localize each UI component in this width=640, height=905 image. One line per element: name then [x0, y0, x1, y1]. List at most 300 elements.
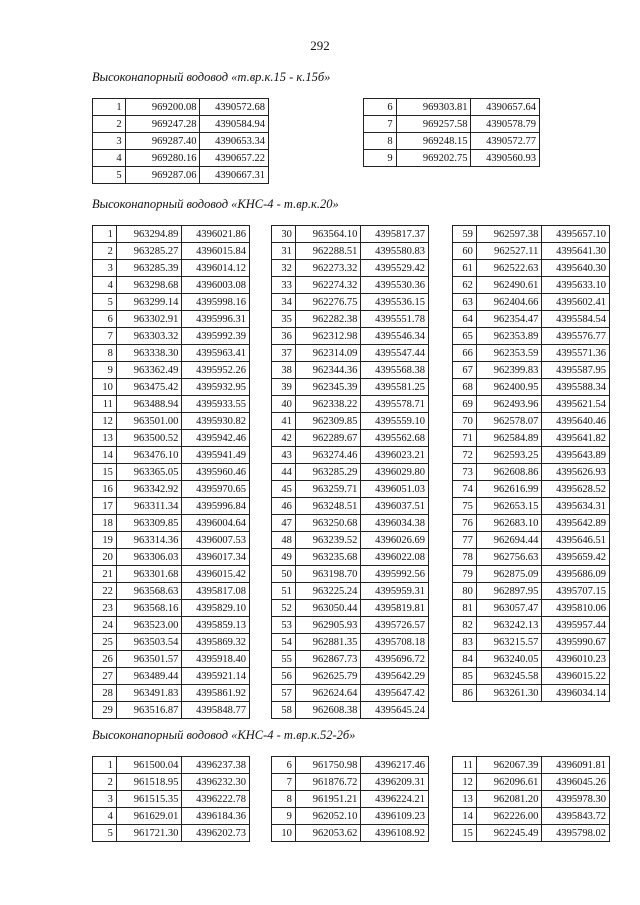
table-row	[272, 600, 429, 617]
x-coordinate-cell: 963215.57	[476, 634, 542, 651]
y-coordinate-cell: 4396010.23	[542, 651, 610, 668]
point-number-cell: 29	[93, 702, 117, 719]
y-coordinate-cell: 4390667.31	[200, 167, 269, 184]
table-row	[272, 532, 429, 549]
table-row	[272, 668, 429, 685]
table-row	[93, 481, 250, 498]
table-row	[93, 396, 250, 413]
x-coordinate-cell: 962897.95	[476, 583, 542, 600]
table-row	[93, 634, 250, 651]
y-coordinate-cell: 4395642.89	[542, 515, 610, 532]
point-number-cell: 16	[93, 481, 117, 498]
x-coordinate-cell: 962608.86	[476, 464, 542, 481]
point-number-cell: 15	[453, 825, 477, 842]
x-coordinate-cell: 963365.05	[116, 464, 182, 481]
x-coordinate-cell: 963050.44	[295, 600, 361, 617]
table-row	[272, 260, 429, 277]
y-coordinate-cell: 4395960.46	[182, 464, 250, 481]
table-row	[272, 808, 429, 825]
x-coordinate-cell: 963476.10	[116, 447, 182, 464]
table-row	[272, 481, 429, 498]
table-row	[453, 260, 610, 277]
point-number-cell: 42	[272, 430, 296, 447]
x-coordinate-cell: 962756.63	[476, 549, 542, 566]
x-coordinate-cell: 962053.62	[295, 825, 361, 842]
y-coordinate-cell: 4390572.68	[200, 99, 269, 116]
x-coordinate-cell: 963250.68	[295, 515, 361, 532]
y-coordinate-cell: 4396232.30	[182, 774, 250, 791]
point-number-cell: 5	[93, 167, 126, 184]
y-coordinate-cell: 4395848.77	[182, 702, 250, 719]
x-coordinate-cell: 961951.21	[295, 791, 361, 808]
x-coordinate-cell: 963242.13	[476, 617, 542, 634]
table-row	[453, 651, 610, 668]
x-coordinate-cell: 962905.93	[295, 617, 361, 634]
coords-table	[452, 225, 610, 702]
table-row	[272, 583, 429, 600]
coords-table	[92, 756, 250, 842]
y-coordinate-cell: 4395645.24	[361, 702, 429, 719]
x-coordinate-cell: 962625.79	[295, 668, 361, 685]
x-coordinate-cell: 962404.66	[476, 294, 542, 311]
table-row	[93, 328, 250, 345]
point-number-cell: 10	[272, 825, 296, 842]
y-coordinate-cell: 4395817.08	[182, 583, 250, 600]
y-coordinate-cell: 4390657.22	[200, 150, 269, 167]
y-coordinate-cell: 4396015.84	[182, 243, 250, 260]
y-coordinate-cell: 4395647.42	[361, 685, 429, 702]
point-number-cell: 45	[272, 481, 296, 498]
x-coordinate-cell: 962338.22	[295, 396, 361, 413]
point-number-cell: 21	[93, 566, 117, 583]
x-coordinate-cell: 961518.95	[116, 774, 182, 791]
y-coordinate-cell: 4395970.65	[182, 481, 250, 498]
table-row	[93, 311, 250, 328]
y-coordinate-cell: 4395581.25	[361, 379, 429, 396]
y-coordinate-cell: 4390578.79	[471, 116, 540, 133]
point-number-cell: 5	[93, 294, 117, 311]
table-row	[453, 825, 610, 842]
point-number-cell: 82	[453, 617, 477, 634]
table-row	[453, 515, 610, 532]
table-row	[93, 808, 250, 825]
table-row	[453, 311, 610, 328]
point-number-cell: 14	[453, 808, 477, 825]
y-coordinate-cell: 4390572.77	[471, 133, 540, 150]
point-number-cell: 4	[93, 150, 126, 167]
point-number-cell: 3	[93, 260, 117, 277]
y-coordinate-cell: 4396015.42	[182, 566, 250, 583]
table-row	[93, 702, 250, 719]
point-number-cell: 83	[453, 634, 477, 651]
table-row	[453, 430, 610, 447]
x-coordinate-cell: 962226.00	[476, 808, 542, 825]
point-number-cell: 15	[93, 464, 117, 481]
coords-table	[363, 98, 540, 167]
table-row	[93, 345, 250, 362]
point-number-cell: 17	[93, 498, 117, 515]
x-coordinate-cell: 962593.25	[476, 447, 542, 464]
point-number-cell: 74	[453, 481, 477, 498]
coords-table	[92, 225, 250, 719]
point-number-cell: 61	[453, 260, 477, 277]
y-coordinate-cell: 4395932.95	[182, 379, 250, 396]
x-coordinate-cell: 962289.67	[295, 430, 361, 447]
table-row	[272, 413, 429, 430]
x-coordinate-cell: 963285.27	[116, 243, 182, 260]
table-row	[272, 515, 429, 532]
point-number-cell: 49	[272, 549, 296, 566]
table-row	[272, 549, 429, 566]
table-row	[93, 133, 269, 150]
table-row	[272, 226, 429, 243]
x-coordinate-cell: 969200.08	[125, 99, 200, 116]
y-coordinate-cell: 4395588.34	[542, 379, 610, 396]
y-coordinate-cell: 4396209.31	[361, 774, 429, 791]
y-coordinate-cell: 4395547.44	[361, 345, 429, 362]
x-coordinate-cell: 962493.96	[476, 396, 542, 413]
x-coordinate-cell: 963489.44	[116, 668, 182, 685]
point-number-cell: 54	[272, 634, 296, 651]
y-coordinate-cell: 4395628.52	[542, 481, 610, 498]
y-coordinate-cell: 4395992.39	[182, 328, 250, 345]
x-coordinate-cell: 962683.10	[476, 515, 542, 532]
point-number-cell: 26	[93, 651, 117, 668]
y-coordinate-cell: 4395996.31	[182, 311, 250, 328]
point-number-cell: 7	[272, 774, 296, 791]
point-number-cell: 71	[453, 430, 477, 447]
point-number-cell: 6	[272, 757, 296, 774]
y-coordinate-cell: 4396004.64	[182, 515, 250, 532]
y-coordinate-cell: 4395643.89	[542, 447, 610, 464]
point-number-cell: 6	[364, 99, 397, 116]
x-coordinate-cell: 962608.38	[295, 702, 361, 719]
x-coordinate-cell: 969257.58	[396, 116, 471, 133]
y-coordinate-cell: 4395810.06	[542, 600, 610, 617]
point-number-cell: 1	[93, 99, 126, 116]
table-row	[453, 549, 610, 566]
y-coordinate-cell: 4395580.83	[361, 243, 429, 260]
x-coordinate-cell: 969202.75	[396, 150, 471, 167]
y-coordinate-cell: 4396224.21	[361, 791, 429, 808]
y-coordinate-cell: 4396026.69	[361, 532, 429, 549]
x-coordinate-cell: 962081.20	[476, 791, 542, 808]
y-coordinate-cell: 4395657.10	[542, 226, 610, 243]
point-number-cell: 20	[93, 549, 117, 566]
point-number-cell: 4	[93, 808, 117, 825]
table-row	[93, 362, 250, 379]
x-coordinate-cell: 962274.32	[295, 277, 361, 294]
coords-table	[92, 98, 269, 184]
y-coordinate-cell: 4396045.26	[542, 774, 610, 791]
table-row	[272, 243, 429, 260]
y-coordinate-cell: 4395634.31	[542, 498, 610, 515]
y-coordinate-cell: 4395529.42	[361, 260, 429, 277]
y-coordinate-cell: 4395633.10	[542, 277, 610, 294]
table-row	[453, 583, 610, 600]
point-number-cell: 11	[453, 757, 477, 774]
table-row	[272, 685, 429, 702]
table-row	[272, 702, 429, 719]
table-row	[93, 498, 250, 515]
y-coordinate-cell: 4395546.34	[361, 328, 429, 345]
table-row	[93, 791, 250, 808]
table-row	[93, 825, 250, 842]
y-coordinate-cell: 4395530.36	[361, 277, 429, 294]
table-row	[453, 379, 610, 396]
y-coordinate-cell: 4395959.31	[361, 583, 429, 600]
point-number-cell: 11	[93, 396, 117, 413]
table-row	[453, 294, 610, 311]
point-number-cell: 27	[93, 668, 117, 685]
y-coordinate-cell: 4395829.10	[182, 600, 250, 617]
point-number-cell: 12	[93, 413, 117, 430]
point-number-cell: 53	[272, 617, 296, 634]
y-coordinate-cell: 4396109.23	[361, 808, 429, 825]
x-coordinate-cell: 962399.83	[476, 362, 542, 379]
y-coordinate-cell: 4395859.13	[182, 617, 250, 634]
point-number-cell: 35	[272, 311, 296, 328]
x-coordinate-cell: 962616.99	[476, 481, 542, 498]
point-number-cell: 22	[93, 583, 117, 600]
table-row	[364, 150, 540, 167]
x-coordinate-cell: 961500.04	[116, 757, 182, 774]
coords-table	[452, 756, 610, 842]
point-number-cell: 18	[93, 515, 117, 532]
x-coordinate-cell: 962578.07	[476, 413, 542, 430]
table-row	[272, 791, 429, 808]
point-number-cell: 5	[93, 825, 117, 842]
point-number-cell: 80	[453, 583, 477, 600]
point-number-cell: 28	[93, 685, 117, 702]
x-coordinate-cell: 969287.40	[125, 133, 200, 150]
y-coordinate-cell: 4396003.08	[182, 277, 250, 294]
table-row	[364, 133, 540, 150]
y-coordinate-cell: 4390584.94	[200, 116, 269, 133]
y-coordinate-cell: 4395990.67	[542, 634, 610, 651]
point-number-cell: 77	[453, 532, 477, 549]
y-coordinate-cell: 4395963.41	[182, 345, 250, 362]
x-coordinate-cell: 962490.61	[476, 277, 542, 294]
table-row	[272, 430, 429, 447]
table-row	[93, 116, 269, 133]
y-coordinate-cell: 4390560.93	[471, 150, 540, 167]
x-coordinate-cell: 962276.75	[295, 294, 361, 311]
x-coordinate-cell: 969280.16	[125, 150, 200, 167]
y-coordinate-cell: 4396022.08	[361, 549, 429, 566]
y-coordinate-cell: 4395921.14	[182, 668, 250, 685]
y-coordinate-cell: 4395659.42	[542, 549, 610, 566]
page-number: 292	[310, 38, 330, 53]
table-row	[93, 464, 250, 481]
coords-table	[271, 756, 429, 842]
x-coordinate-cell: 963523.00	[116, 617, 182, 634]
point-number-cell: 73	[453, 464, 477, 481]
y-coordinate-cell: 4396029.80	[361, 464, 429, 481]
x-coordinate-cell: 962353.89	[476, 328, 542, 345]
point-number-cell: 2	[93, 116, 126, 133]
point-number-cell: 33	[272, 277, 296, 294]
y-coordinate-cell: 4396202.73	[182, 825, 250, 842]
x-coordinate-cell: 962694.44	[476, 532, 542, 549]
point-number-cell: 13	[93, 430, 117, 447]
y-coordinate-cell: 4396023.21	[361, 447, 429, 464]
table-row	[93, 600, 250, 617]
x-coordinate-cell: 962312.98	[295, 328, 361, 345]
x-coordinate-cell: 962522.63	[476, 260, 542, 277]
y-coordinate-cell: 4395942.46	[182, 430, 250, 447]
x-coordinate-cell: 961876.72	[295, 774, 361, 791]
y-coordinate-cell: 4395992.56	[361, 566, 429, 583]
x-coordinate-cell: 961721.30	[116, 825, 182, 842]
x-coordinate-cell: 961515.35	[116, 791, 182, 808]
x-coordinate-cell: 963274.46	[295, 447, 361, 464]
point-number-cell: 31	[272, 243, 296, 260]
y-coordinate-cell: 4396015.22	[542, 668, 610, 685]
table-row	[272, 328, 429, 345]
y-coordinate-cell: 4396091.81	[542, 757, 610, 774]
point-number-cell: 23	[93, 600, 117, 617]
table-row	[93, 515, 250, 532]
point-number-cell: 32	[272, 260, 296, 277]
table-row	[93, 566, 250, 583]
table-row	[272, 617, 429, 634]
x-coordinate-cell: 962597.38	[476, 226, 542, 243]
x-coordinate-cell: 963516.87	[116, 702, 182, 719]
table-row	[93, 277, 250, 294]
point-number-cell: 3	[93, 133, 126, 150]
x-coordinate-cell: 969247.28	[125, 116, 200, 133]
table-row	[272, 825, 429, 842]
point-number-cell: 85	[453, 668, 477, 685]
point-number-cell: 75	[453, 498, 477, 515]
table-row	[364, 116, 540, 133]
point-number-cell: 2	[93, 774, 117, 791]
y-coordinate-cell: 4396108.92	[361, 825, 429, 842]
table-row	[93, 379, 250, 396]
x-coordinate-cell: 963314.36	[116, 532, 182, 549]
x-coordinate-cell: 962875.09	[476, 566, 542, 583]
x-coordinate-cell: 963240.05	[476, 651, 542, 668]
y-coordinate-cell: 4396014.12	[182, 260, 250, 277]
point-number-cell: 64	[453, 311, 477, 328]
x-coordinate-cell: 969248.15	[396, 133, 471, 150]
point-number-cell: 14	[93, 447, 117, 464]
x-coordinate-cell: 962052.10	[295, 808, 361, 825]
x-coordinate-cell: 963259.71	[295, 481, 361, 498]
point-number-cell: 48	[272, 532, 296, 549]
table-row	[93, 447, 250, 464]
y-coordinate-cell: 4395576.77	[542, 328, 610, 345]
table-row	[453, 413, 610, 430]
table-row	[453, 481, 610, 498]
table-row	[453, 808, 610, 825]
table-row	[272, 634, 429, 651]
table-row	[93, 651, 250, 668]
x-coordinate-cell: 963501.57	[116, 651, 182, 668]
y-coordinate-cell: 4390653.34	[200, 133, 269, 150]
table-row	[453, 634, 610, 651]
y-coordinate-cell: 4396007.53	[182, 532, 250, 549]
x-coordinate-cell: 962067.39	[476, 757, 542, 774]
point-number-cell: 69	[453, 396, 477, 413]
x-coordinate-cell: 962273.32	[295, 260, 361, 277]
table-row	[272, 294, 429, 311]
point-number-cell: 9	[272, 808, 296, 825]
point-number-cell: 46	[272, 498, 296, 515]
point-number-cell: 9	[364, 150, 397, 167]
point-number-cell: 59	[453, 226, 477, 243]
table-row	[272, 447, 429, 464]
x-coordinate-cell: 963503.54	[116, 634, 182, 651]
table-row	[272, 464, 429, 481]
table-row	[453, 447, 610, 464]
x-coordinate-cell: 962624.64	[295, 685, 361, 702]
y-coordinate-cell: 4395707.15	[542, 583, 610, 600]
y-coordinate-cell: 4395996.84	[182, 498, 250, 515]
point-number-cell: 37	[272, 345, 296, 362]
table-row	[453, 277, 610, 294]
point-number-cell: 25	[93, 634, 117, 651]
point-number-cell: 6	[93, 311, 117, 328]
point-number-cell: 70	[453, 413, 477, 430]
table-row	[272, 277, 429, 294]
table-row	[272, 362, 429, 379]
y-coordinate-cell: 4396034.14	[542, 685, 610, 702]
point-number-cell: 76	[453, 515, 477, 532]
y-coordinate-cell: 4395641.82	[542, 430, 610, 447]
point-number-cell: 30	[272, 226, 296, 243]
x-coordinate-cell: 962353.59	[476, 345, 542, 362]
table-row	[272, 345, 429, 362]
point-number-cell: 58	[272, 702, 296, 719]
point-number-cell: 55	[272, 651, 296, 668]
y-coordinate-cell: 4395568.38	[361, 362, 429, 379]
y-coordinate-cell: 4395551.78	[361, 311, 429, 328]
table-row	[93, 668, 250, 685]
y-coordinate-cell: 4395587.95	[542, 362, 610, 379]
x-coordinate-cell: 962867.73	[295, 651, 361, 668]
x-coordinate-cell: 963198.70	[295, 566, 361, 583]
point-number-cell: 39	[272, 379, 296, 396]
table-row	[272, 651, 429, 668]
point-number-cell: 41	[272, 413, 296, 430]
y-coordinate-cell: 4396237.38	[182, 757, 250, 774]
y-coordinate-cell: 4395957.44	[542, 617, 610, 634]
x-coordinate-cell: 963235.68	[295, 549, 361, 566]
x-coordinate-cell: 963294.89	[116, 226, 182, 243]
point-number-cell: 68	[453, 379, 477, 396]
point-number-cell: 12	[453, 774, 477, 791]
x-coordinate-cell: 962282.38	[295, 311, 361, 328]
point-number-cell: 19	[93, 532, 117, 549]
y-coordinate-cell: 4395571.36	[542, 345, 610, 362]
x-coordinate-cell: 963491.83	[116, 685, 182, 702]
point-number-cell: 52	[272, 600, 296, 617]
point-number-cell: 72	[453, 447, 477, 464]
y-coordinate-cell: 4395641.30	[542, 243, 610, 260]
y-coordinate-cell: 4395798.02	[542, 825, 610, 842]
table-row	[453, 685, 610, 702]
y-coordinate-cell: 4395978.30	[542, 791, 610, 808]
point-number-cell: 60	[453, 243, 477, 260]
y-coordinate-cell: 4395621.54	[542, 396, 610, 413]
y-coordinate-cell: 4395584.54	[542, 311, 610, 328]
point-number-cell: 10	[93, 379, 117, 396]
section-title-1: Высоконапорный водовод «т.вр.к.15 - к.15б»	[92, 70, 331, 84]
x-coordinate-cell: 963057.47	[476, 600, 542, 617]
y-coordinate-cell: 4395952.26	[182, 362, 250, 379]
